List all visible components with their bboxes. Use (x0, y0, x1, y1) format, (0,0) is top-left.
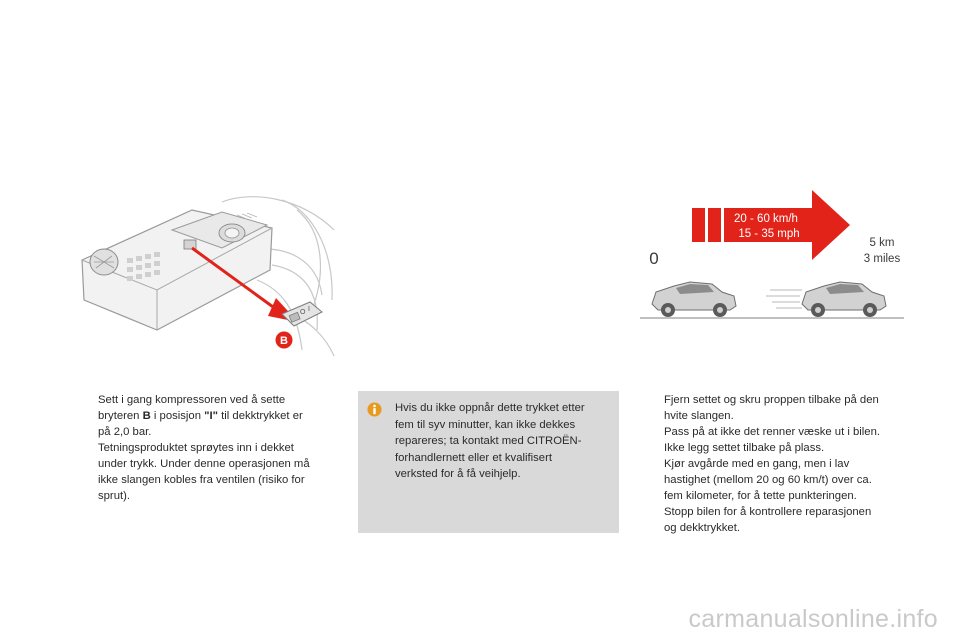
driving-illustration (638, 188, 906, 328)
info-line: verksted for å få veihjelp. (395, 468, 521, 480)
info-line: forhandlernett eller et kvalifisert (395, 451, 552, 464)
instruction-item (640, 456, 910, 504)
instruction-line: på 2,0 bar. (98, 426, 152, 438)
instruction-line: Stopp bilen for å kontrollere reparasjonen (664, 506, 872, 518)
car-icon-start (652, 282, 736, 317)
instruction-item (640, 504, 910, 536)
instruction-line: Kjør avgårde med en gang, men i lav (664, 458, 850, 470)
instruction-line: Fjern settet og skru proppen tilbake på den (664, 394, 879, 406)
instruction-item (74, 392, 336, 504)
info-line: fem til syv minutter, kan ikke dekkes (395, 418, 576, 431)
instruction-line: Sett i gang kompressoren ved å sette (98, 394, 286, 406)
speed-mph-label: 15 - 35 mph (738, 228, 800, 240)
info-text (395, 400, 611, 483)
instruction-item (640, 392, 910, 456)
instruction-line: hastighet (mellom 20 og 60 km/t) over ca. (664, 474, 872, 486)
right-instructions (640, 392, 910, 536)
watermark: carmanualsonline.info (688, 605, 938, 633)
switch-mark-i: I (308, 306, 310, 313)
instruction-line: under trykk. Under denne operasjonen må (98, 458, 310, 470)
distance-miles-label: 3 miles (863, 253, 901, 265)
instruction-line: hvite slangen. (664, 410, 734, 422)
speed-kmh-label: 20 - 60 km/h (734, 213, 798, 225)
switch-b-label: B (280, 335, 288, 347)
instruction-line: fem kilometer, for å tette punkteringen. (664, 490, 857, 502)
instruction-line: ikke slangen kobles fra ventilen (risiko for (98, 474, 305, 486)
switch-mark-o: O (300, 309, 306, 316)
instruction-line: Ikke legg settet tilbake på plass. (664, 442, 825, 454)
info-box (358, 391, 619, 533)
left-instructions (74, 392, 336, 504)
instruction-line: bryteren B i posisjon "I" til dekktrykket er (98, 410, 303, 422)
distance-km-label: 5 km (869, 237, 895, 249)
info-icon (367, 402, 382, 417)
instruction-line: sprut). (98, 490, 131, 502)
car-icon-moving (802, 282, 886, 317)
start-distance-label: 0 (649, 249, 659, 268)
info-line: Hvis du ikke oppnår dette trykket etter (395, 402, 585, 414)
info-line: repareres; ta kontakt med CITROËN- (395, 435, 582, 447)
compressor-illustration (72, 190, 340, 358)
instruction-line: Tetningsproduktet sprøytes inn i dekket (98, 442, 294, 454)
instruction-line: Pass på at ikke det renner væske ut i bilen. (664, 426, 881, 438)
instruction-line: og dekktrykket. (664, 522, 740, 534)
